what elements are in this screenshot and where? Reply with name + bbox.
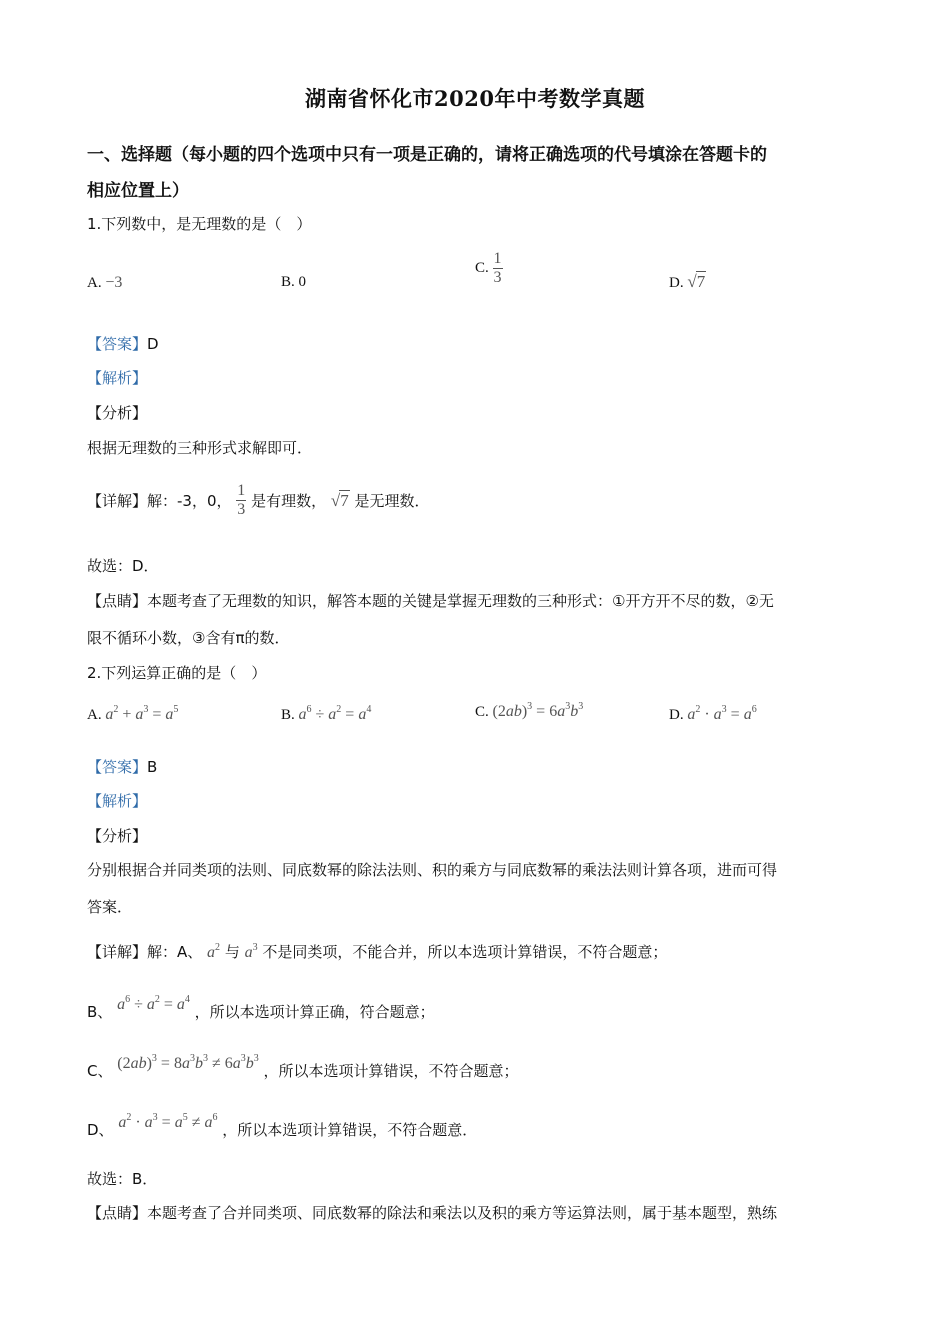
- q1-option-a: [87, 274, 122, 292]
- q1-answer: [87, 333, 159, 354]
- q1-fenxi-tag: 【分析】: [87, 404, 148, 422]
- q1-detail-fraction: [236, 482, 246, 519]
- q1-option-b-label: B.: [281, 274, 295, 290]
- answer-tag: 【答案】: [87, 335, 148, 353]
- q2-option-b-label: B.: [281, 707, 295, 723]
- q1-remark-line1: 【点睛】本题考查了无理数的知识，解答本题的关键是掌握无理数的三种形式：①开方开不尽的数，②无: [87, 592, 774, 610]
- q1-remark-line2: 限不循环小数，③含有π的数．: [87, 629, 290, 647]
- q1-option-c-fraction: [493, 250, 503, 287]
- page-title: 湖南省怀化市2020年中考数学真题: [305, 86, 645, 111]
- q1-option-a-label: A.: [87, 275, 102, 291]
- q1-detail-part1: 【详解】解：-3，0，: [87, 492, 232, 510]
- q2-detail-d-text: ，所以本选项计算错误，不符合题意．: [222, 1121, 478, 1139]
- q1-option-c: [475, 250, 503, 287]
- q1-option-a-value: −3: [105, 274, 123, 291]
- q2-detail-b-formula: $a^6 \div a^2 = a^4$: [117, 994, 190, 1013]
- q2-option-a-label: A.: [87, 707, 102, 723]
- fraction-numerator: 1: [493, 250, 502, 267]
- q2-fenxi-line1: 分别根据合并同类项的法则、同底数幂的除法法则、积的乘方与同底数幂的乘法法则计算各项，进而可得: [87, 861, 778, 879]
- q1-analysis-tag: 【解析】: [87, 369, 148, 387]
- q1-option-d: [669, 272, 706, 292]
- fraction-denominator: 3: [493, 269, 502, 286]
- q1-detail-radicand: 7: [340, 490, 349, 510]
- fraction-numerator: 1: [237, 482, 246, 499]
- q2-option-d-label: D.: [669, 707, 684, 723]
- q2-fenxi-line2: 答案．: [87, 898, 133, 916]
- q2-option-d: [669, 704, 757, 724]
- q2-detail-a: [87, 941, 667, 962]
- q1-answer-value: D: [147, 335, 159, 353]
- q2-detail-a-part3: 不是同类项，不能合并，所以本选项计算错误，不符合题意；: [262, 943, 668, 961]
- q2-answer: [87, 756, 157, 777]
- sqrt-icon: √7: [330, 490, 349, 510]
- q2-option-a-formula: $a^2 + a^3 = a^5$: [105, 704, 179, 723]
- q2-analysis-tag: 【解析】: [87, 792, 148, 810]
- q2-detail-b-label: B、: [87, 1003, 113, 1021]
- q1-detail: [87, 482, 430, 519]
- section-heading-line2: 相应位置上）: [87, 181, 189, 201]
- q2-detail-a-part1: 【详解】解：A、: [87, 943, 203, 961]
- answer-tag: 【答案】: [87, 758, 148, 776]
- q2-detail-c-label: C、: [87, 1062, 113, 1080]
- q2-option-b: [281, 704, 371, 724]
- q2-detail-d: [87, 1112, 477, 1140]
- q2-option-d-formula: $a^2 \cdot a^3 = a^6$: [687, 704, 757, 723]
- q2-detail-c-text: ，所以本选项计算错误，不符合题意；: [263, 1062, 519, 1080]
- q1-option-c-label: C.: [475, 260, 489, 276]
- sqrt-icon: √7: [687, 272, 706, 291]
- fraction-denominator: 3: [237, 501, 246, 518]
- q1-option-d-label: D.: [669, 275, 684, 291]
- q2-option-b-formula: $a^6 \div a^2 = a^4$: [298, 704, 372, 723]
- q1-detail-part3: 是无理数．: [354, 492, 430, 510]
- q2-option-c: [475, 701, 583, 721]
- q1-fenxi-text: 根据无理数的三种形式求解即可．: [87, 439, 313, 457]
- q2-option-a: [87, 704, 178, 724]
- q1-option-b: [281, 274, 306, 291]
- q1-option-d-radicand: 7: [696, 272, 706, 291]
- q2-detail-a-part2: 与: [224, 943, 240, 961]
- q1-option-b-value: 0: [298, 274, 307, 290]
- q2-conclusion: 故选：B．: [87, 1170, 158, 1188]
- section-heading-line1: 一、选择题（每小题的四个选项中只有一项是正确的，请将正确选项的代号填涂在答题卡的: [87, 145, 767, 165]
- q2-detail-a-term1: $a^2$: [207, 942, 221, 961]
- q2-detail-b-text: ，所以本选项计算正确，符合题意；: [194, 1003, 435, 1021]
- q2-detail-c: [87, 1053, 519, 1081]
- q1-stem: 1.下列数中，是无理数的是（ ）: [87, 215, 312, 233]
- q2-detail-d-label: D、: [87, 1121, 114, 1139]
- q2-detail-d-formula: $a^2 \cdot a^3 = a^5 \ne a^6$: [118, 1112, 218, 1131]
- q2-option-c-formula: $(2ab)^3 = 6a^3b^3$: [492, 701, 584, 720]
- q2-stem: 2.下列运算正确的是（ ）: [87, 664, 267, 682]
- q2-detail-a-term2: $a^3$: [244, 942, 258, 961]
- q1-detail-part2: 是有理数，: [251, 492, 327, 510]
- q2-detail-c-formula: $(2ab)^3 = 8a^3b^3 \ne 6a^3b^3$: [117, 1053, 259, 1072]
- q2-fenxi-tag: 【分析】: [87, 827, 148, 845]
- q1-conclusion: 故选：D．: [87, 557, 159, 575]
- q2-answer-value: B: [147, 758, 158, 776]
- q2-remark: 【点睛】本题考查了合并同类项、同底数幂的除法和乘法以及积的乘方等运算法则，属于基本题型，熟练: [87, 1204, 778, 1222]
- q2-detail-b: [87, 994, 435, 1022]
- q2-option-c-label: C.: [475, 704, 489, 720]
